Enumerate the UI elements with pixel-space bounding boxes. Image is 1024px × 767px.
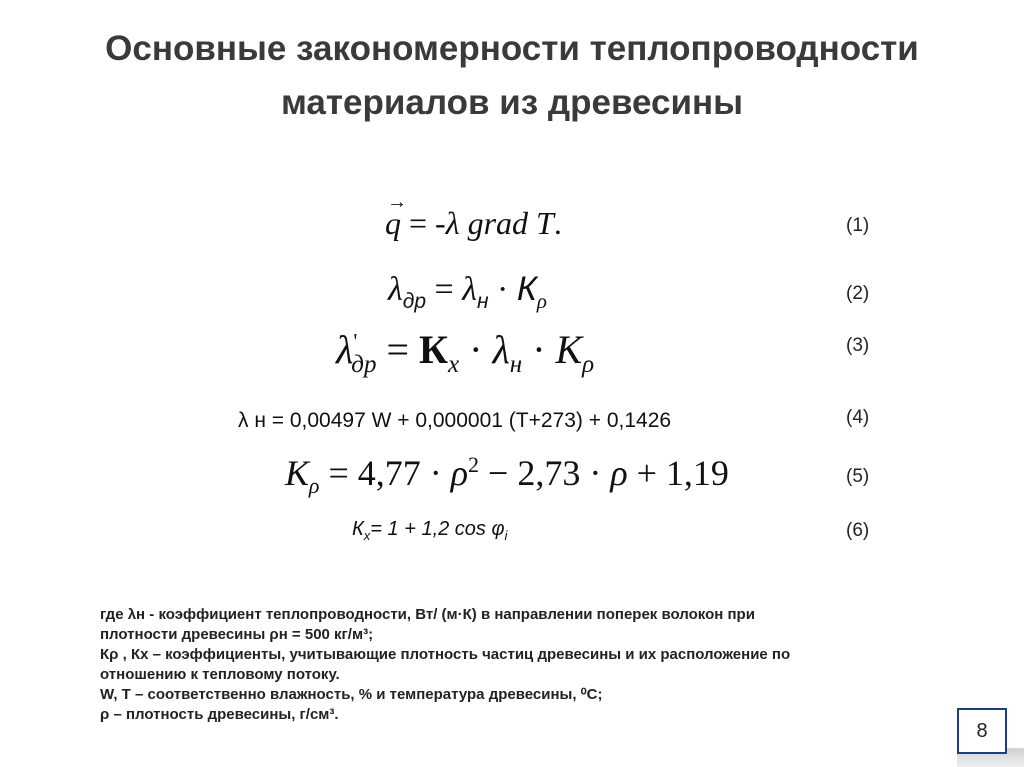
equation-2: $\lambda_{др} = \lambda_н \cdot К_\rho$ (388, 270, 547, 313)
equation-number-3: (3) (846, 335, 870, 356)
legend-line-4: отношению к тепловому потоку. (100, 666, 340, 683)
equation-5: $К_\rho = 4,77 \cdot \rho^2 - 2,73 \cdot \rho + 1,19$ (285, 452, 729, 499)
vector-arrow-icon: → (387, 191, 407, 213)
vector-q: q → (385, 191, 407, 241)
equation-1: q → = -λ grad T. (385, 191, 562, 241)
equation-number-2: (2) (846, 283, 870, 304)
legend-line-6: ρ – плотность древесины, г/см³. (100, 706, 339, 723)
equation-number-4: (4) (846, 407, 870, 428)
title-line-1: Основные закономерности теплопроводности (105, 29, 919, 68)
equation-number-1: (1) (846, 215, 870, 236)
legend-text (100, 605, 920, 725)
legend-line-3: Кρ , Кх – коэффициенты, учитывающие плотность частиц древесины и их расположение по (100, 646, 791, 663)
legend-line-1: где λн - коэффициент теплопроводности, Вт/ (м·К) в направлении поперек волокон при (100, 606, 755, 623)
slide-title (40, 22, 984, 130)
equation-4: λ н = 0,00497 W + 0,000001 (T+273) + 0,1426 (238, 409, 672, 432)
page-number-box (957, 708, 1007, 754)
equation-number-5: (5) (846, 466, 870, 487)
page-number: 8 (976, 719, 988, 742)
legend-line-2: плотности древесины ρн = 500 кг/м³; (100, 626, 374, 643)
equation-3: $\lambda'_{др} = К_х \cdot \lambda_н \cdot К_\rho$ (336, 327, 595, 378)
equation-number-6: (6) (846, 520, 870, 541)
title-line-2: материалов из древесины (280, 83, 744, 122)
legend-line-5: W, Т – соответственно влажность, % и температура древесины, ⁰С; (100, 686, 603, 703)
equation-6: $К_х= 1 + 1,2$ $\cos \varphi_i$ (352, 518, 508, 543)
